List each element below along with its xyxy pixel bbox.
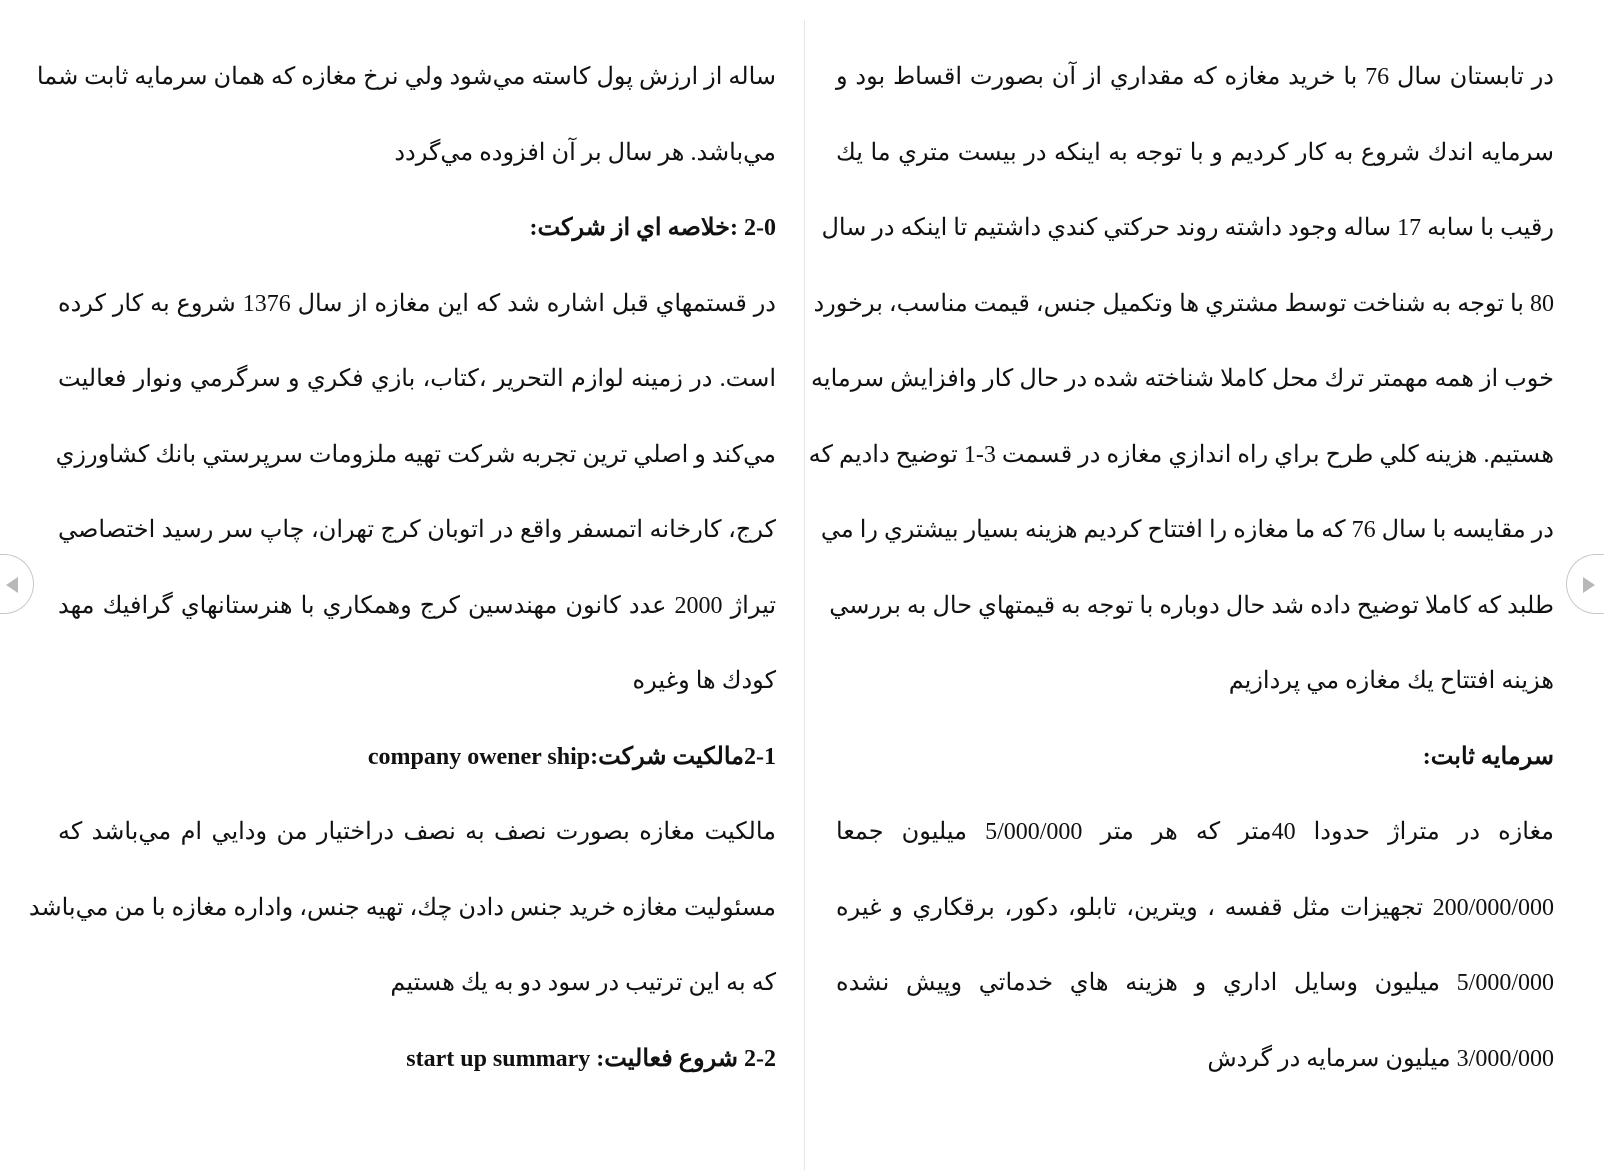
text-line: در تابستان سال 76 با خريد مغازه كه مقداري از آن بصورت اقساط بود و — [836, 64, 1554, 90]
text-line: در مقايسه با سال 76 كه ما مغازه را افتتاح كرديم هزينه بسيار بيشتري را مي — [820, 517, 1554, 543]
text-line: 80 با توجه به شناخت توسط مشتري ها وتكميل جنس، قيمت مناسب، برخورد — [813, 290, 1554, 317]
text-line: خوب از همه مهمتر ترك محل كاملا شناخته شده در حال كار وافزايش سرمايه — [811, 366, 1554, 392]
text-line: تيراژ 2000 عدد كانون مهندسين كرج وهمكاري با هنرستانهاي گرافيك مهد — [58, 592, 777, 619]
text-line: است. در زمينه لوازم التحرير ،كتاب، بازي فكري و سرگرمي ونوار فعاليت — [58, 366, 776, 392]
text-line: مغازه در متراژ حدودا 40متر كه هر متر 5/000/000 ميليون جمعا — [836, 819, 1555, 845]
next-page-button[interactable] — [1566, 554, 1604, 614]
text-line: سرمايه اندك شروع به كار كرديم و با توجه به اينكه در بيست متري ما يك — [836, 139, 1554, 166]
text-line: هزينه افتتاح يك مغازه مي پردازيم — [1228, 668, 1554, 694]
chevron-left-icon — [2, 574, 24, 596]
text-line: در قستمهاي قبل اشاره شد كه اين مغازه از سال 1376 شروع به كار كرده — [58, 290, 776, 317]
section-heading-company-summary: 2-0 :خلاصه اي از شركت: — [529, 215, 776, 241]
page-divider — [804, 20, 805, 1170]
right-page — [808, 40, 1555, 1140]
section-heading-startup-summary: 2-2 شروع فعاليت: start up summary — [406, 1045, 776, 1072]
text-line: طلبد كه كاملا توضيح داده شد حال دوباره با توجه به قيمتهاي حال به بررسي — [829, 592, 1554, 619]
text-line: كرج، كارخانه اتمسفر واقع در اتوبان كرج تهران، چاپ سر رسيد اختصاصي — [58, 517, 776, 543]
text-line: كودك ها وغيره — [632, 668, 776, 694]
text-line: كه به اين ترتيب در سود دو به يك هستيم — [390, 970, 776, 996]
section-heading-company-ownership: 2-1مالكيت شركت:company owener ship — [367, 743, 776, 770]
text-line: 3/000/000 ميليون سرمايه در گردش — [1207, 1045, 1554, 1072]
text-line: مي‌كند و اصلي ترين تجربه شركت تهيه ملزومات سرپرستي بانك كشاورزي — [55, 441, 776, 468]
text-line: مي‌باشد. هر سال بر آن افزوده مي‌گردد — [394, 139, 776, 166]
previous-page-button[interactable] — [0, 554, 34, 614]
section-heading-fixed-capital: سرمايه ثابت: — [1422, 743, 1554, 770]
text-line: 5/000/000 ميليون وسايل اداري و هزينه هاي خدماتي وپيش نشده — [836, 970, 1554, 996]
text-line: رقيب با سابه 17 ساله وجود داشته روند حركتي كندي داشتيم تا اينكه در سال — [821, 215, 1554, 241]
text-line: 200/000/000 تجهيزات مثل قفسه ، ويترين، تابلو، دكور، برقكاري و غيره — [836, 894, 1554, 921]
text-line: مالكيت مغازه بصورت نصف به نصف دراختيار من ودايي ام مي‌باشد كه — [58, 819, 776, 845]
text-line: ساله از ارزش پول كاسته مي‌شود ولي نرخ مغازه كه همان سرمايه ثابت شما — [36, 64, 776, 90]
text-line: هستيم. هزينه كلي طرح براي راه اندازي مغازه در قسمت 3-1 توضيح داديم كه — [808, 441, 1554, 468]
text-line: مسئوليت مغازه خريد جنس دادن چك، تهيه جنس، واداره مغازه با من مي‌باشد — [28, 894, 776, 921]
chevron-right-icon — [1577, 574, 1599, 596]
left-page — [28, 40, 777, 1140]
